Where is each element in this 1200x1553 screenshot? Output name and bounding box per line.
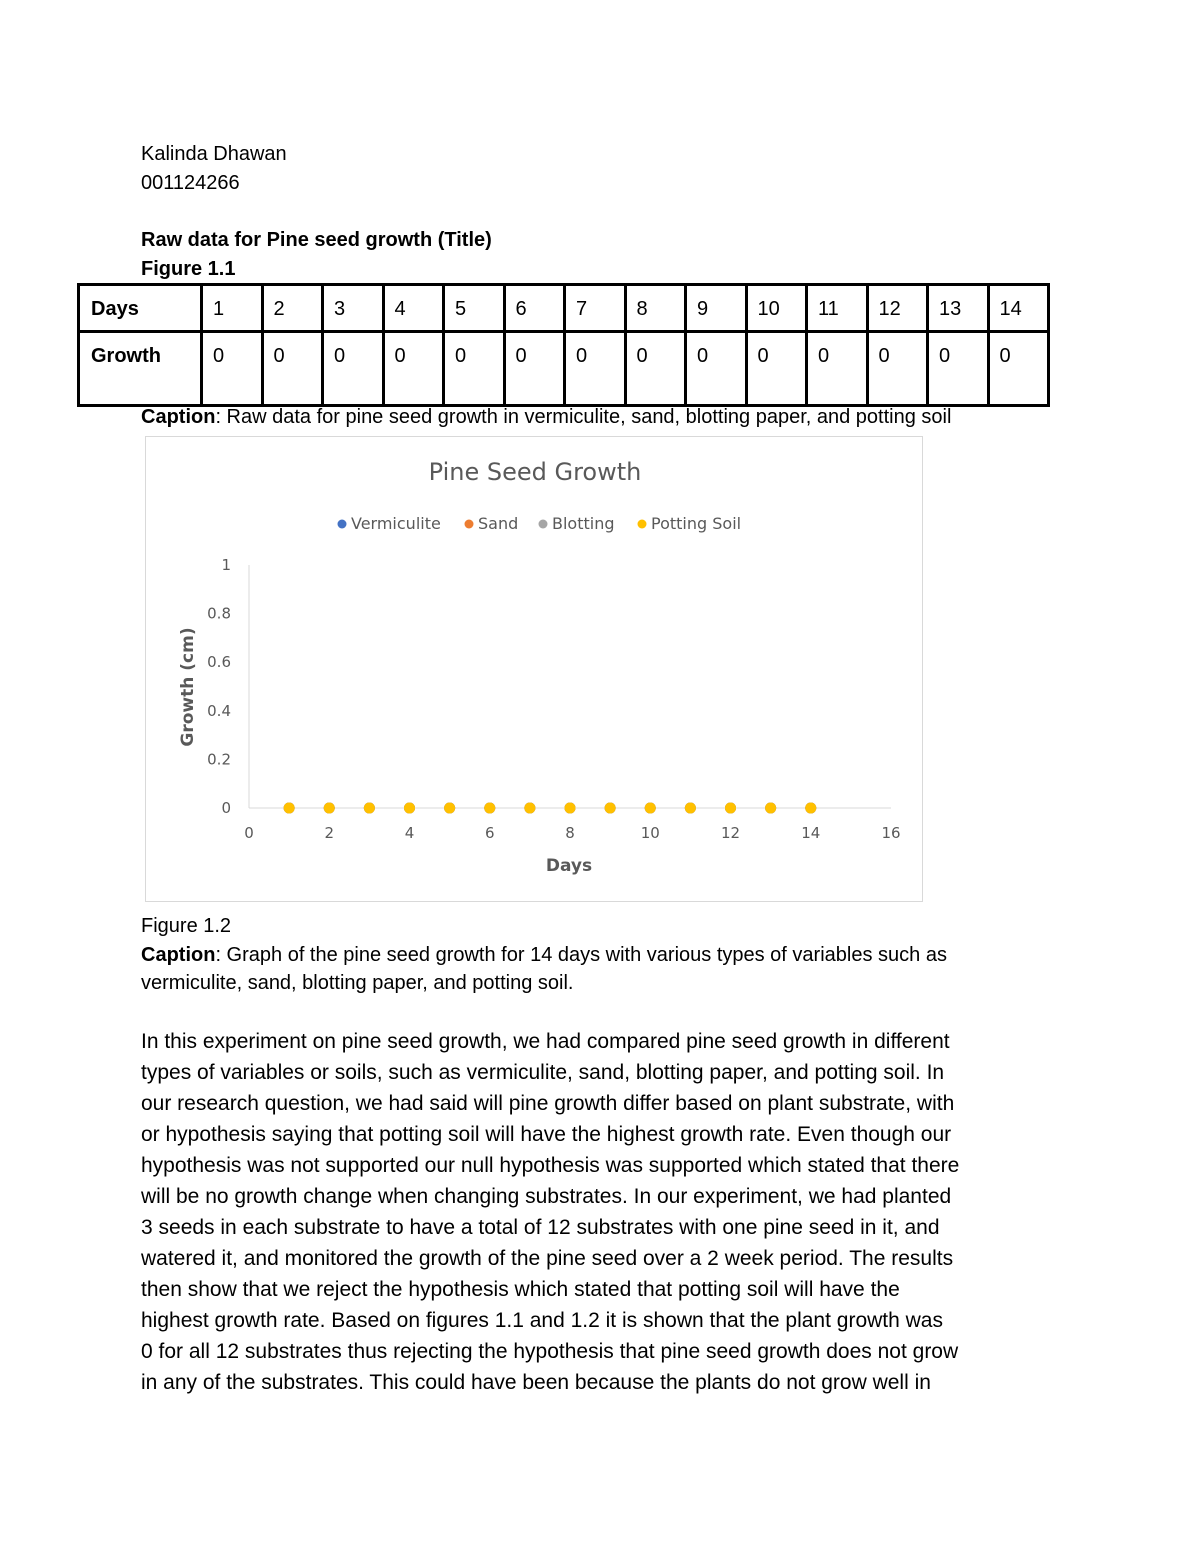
y-tick-label: 0	[221, 799, 231, 817]
growth-cell: 0	[867, 332, 928, 406]
growth-cell: 0	[686, 332, 747, 406]
paragraph-line: in any of the substrates. This could have been because the plants do not grow well in	[141, 1371, 931, 1394]
figure-1-2-label: Figure 1.2	[141, 915, 232, 937]
legend-label-vermiculite: Vermiculite	[351, 514, 441, 533]
day-cell: 12	[867, 285, 928, 332]
data-point-potting-soil	[484, 803, 495, 814]
table-row-days	[79, 285, 1049, 332]
day-cell: 1	[202, 285, 263, 332]
y-tick-label: 0.4	[207, 701, 231, 720]
caption-text: : Graph of the pine seed growth for 14 days with various types of variables such as	[215, 944, 947, 966]
legend-marker-blotting	[539, 520, 548, 529]
paragraph-line: highest growth rate. Based on figures 1.1 and 1.2 it is shown that the plant growth was	[141, 1309, 943, 1332]
growth-cell: 0	[262, 332, 323, 406]
paragraph-line: watered it, and monitored the growth of the pine seed over a 2 week period. The results	[141, 1247, 954, 1270]
x-tick-label: 16	[881, 824, 901, 842]
day-cell: 7	[565, 285, 626, 332]
data-point-potting-soil	[524, 803, 535, 814]
growth-cell: 0	[625, 332, 686, 406]
growth-cell: 0	[323, 332, 384, 406]
x-tick-label: 8	[565, 824, 575, 842]
day-cell: 6	[504, 285, 565, 332]
growth-cell: 0	[504, 332, 565, 406]
y-axis-label: Growth (cm)	[178, 627, 198, 747]
raw-data-table	[77, 283, 1050, 407]
day-cell: 4	[383, 285, 444, 332]
data-point-potting-soil	[284, 803, 295, 814]
day-cell: 8	[625, 285, 686, 332]
table-caption	[141, 405, 951, 429]
growth-cell: 0	[807, 332, 868, 406]
data-point-potting-soil	[725, 803, 736, 814]
day-cell: 3	[323, 285, 384, 332]
day-cell: 2	[262, 285, 323, 332]
caption-label: Caption	[141, 406, 216, 428]
data-point-potting-soil	[444, 803, 455, 814]
y-tick-label: 1	[221, 556, 231, 574]
day-cell: 13	[928, 285, 989, 332]
y-tick-label: 0.8	[207, 604, 231, 623]
figure-1-1-label: Figure 1.1	[141, 258, 236, 280]
data-point-potting-soil	[364, 803, 375, 814]
legend-label-sand: Sand	[478, 514, 519, 533]
data-point-potting-soil	[685, 803, 696, 814]
day-cell: 9	[686, 285, 747, 332]
x-tick-label: 14	[801, 824, 821, 842]
legend-label-potting-soil: Potting Soil	[651, 514, 742, 533]
author-name: Kalinda Dhawan	[141, 143, 287, 165]
growth-cell: 0	[988, 332, 1049, 406]
day-cell: 14	[988, 285, 1049, 332]
row-header-growth: Growth	[79, 332, 202, 406]
paragraph-line: our research question, we had said will pine growth differ based on plant substrate, with	[141, 1092, 955, 1115]
chart-frame	[145, 436, 923, 902]
paragraph-line: will be no growth change when changing substrates. In our experiment, we had planted	[141, 1185, 952, 1208]
data-point-potting-soil	[565, 803, 576, 814]
x-tick-label: 4	[404, 824, 415, 842]
chart-title: Pine Seed Growth	[428, 458, 642, 486]
x-tick-label: 6	[484, 824, 495, 842]
paragraph-line: or hypothesis saying that potting soil will have the highest growth rate. Even though our	[141, 1123, 952, 1146]
x-tick-label: 12	[720, 824, 741, 842]
paragraph-line: In this experiment on pine seed growth, we had compared pine seed growth in different	[141, 1030, 950, 1053]
legend-marker-potting-soil	[638, 520, 647, 529]
growth-cell: 0	[746, 332, 807, 406]
paragraph-line: 0 for all 12 substrates thus rejecting the hypothesis that pine seed growth does not grow	[141, 1340, 959, 1363]
data-point-potting-soil	[765, 803, 776, 814]
x-tick-label: 2	[324, 824, 335, 842]
figure-caption-line-1	[141, 943, 947, 967]
data-point-potting-soil	[404, 803, 415, 814]
paragraph-line: hypothesis was not supported our null hypothesis was supported which stated that there	[141, 1154, 960, 1177]
caption-label: Caption	[141, 944, 216, 966]
y-tick-label: 0.6	[207, 653, 231, 672]
caption-text: : Raw data for pine seed growth in vermiculite, sand, blotting paper, and potting soil	[215, 406, 952, 428]
x-tick-label: 10	[640, 824, 660, 842]
legend-marker-vermiculite	[338, 520, 347, 529]
growth-cell: 0	[565, 332, 626, 406]
paragraph-line: then show that we reject the hypothesis which stated that potting soil will have the	[141, 1278, 900, 1301]
growth-cell: 0	[444, 332, 505, 406]
data-point-potting-soil	[645, 803, 656, 814]
x-axis-label: Days	[545, 856, 593, 876]
data-point-potting-soil	[605, 803, 616, 814]
legend-label-blotting: Blotting	[552, 514, 615, 533]
paragraph-line: types of variables or soils, such as vermiculite, sand, blotting paper, and potting soil. In	[141, 1061, 945, 1084]
day-cell: 11	[807, 285, 868, 332]
growth-cell: 0	[383, 332, 444, 406]
y-tick-label: 0.2	[207, 750, 231, 769]
row-header-days: Days	[79, 285, 202, 332]
table-row-growth	[79, 332, 1049, 406]
data-point-potting-soil	[324, 803, 335, 814]
data-point-potting-soil	[805, 803, 816, 814]
chart-axes	[249, 565, 891, 808]
chart-legend	[338, 514, 742, 533]
paragraph-line: 3 seeds in each substrate to have a total of 12 substrates with one pine seed in it, and	[141, 1216, 940, 1239]
pine-seed-growth-chart	[146, 437, 922, 901]
x-tick-label: 0	[244, 824, 254, 842]
growth-cell: 0	[202, 332, 263, 406]
figure-caption-line-2: vermiculite, sand, blotting paper, and potting soil.	[141, 972, 574, 994]
chart-ticks	[207, 556, 900, 842]
legend-marker-sand	[465, 520, 474, 529]
growth-cell: 0	[928, 332, 989, 406]
student-id: 001124266	[141, 172, 240, 194]
table-title: Raw data for Pine seed growth (Title)	[141, 229, 492, 251]
day-cell: 5	[444, 285, 505, 332]
day-cell: 10	[746, 285, 807, 332]
